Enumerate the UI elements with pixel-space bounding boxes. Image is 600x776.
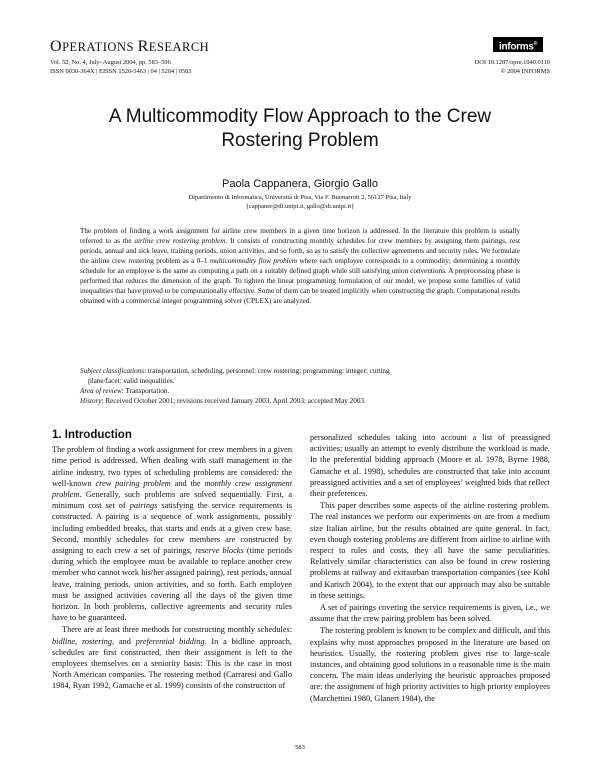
page-number: 583 [295,744,305,751]
paragraph: A set of pairings covering the service requirements is given, i.e., we assume that the crew pairing problem has been solved. [310,603,550,624]
history: History: Received October 2001; revisions received January 2003, April 2003; accepted May 2003. [80,397,366,405]
paragraph: The problem of finding a work assignment for crew members in a given time period is addressed. When dealing with staff management in the airline industry, two types of scheduling problems are considered: the well-known crew pairing problem and the monthly crew assignment problem. Generally, such problems are solved sequentially. First, a minimum cost set of pairings satisfying the service requirements is constructed. A pairing is a sequence of work assignments, possibly including embedded breaks, that starts and ends at a given crew base. Second, monthly schedules for crew members are constructed by assigning to each crew a set of pairings, reserve blocks (time periods during which the employee must be available to replace another crew member who cannot work his/her assigned pairing), rest periods, annual leave, training periods, union activities, and so forth. Each employee must be assigned activities covering all the days of the given time horizon. In both problems, collective agreements and security rules have to be guaranteed. [52,445,293,623]
paragraph: personalized schedules taking into account a list of preassigned activities; usually an attempt to evenly distribute the workload is made. In the preferential bidding approach (Moore et al. 1978, Byrne 1988, Gamache et al. 1998), schedules are constructed that take into account preassigned activities and a set of employees’ weighted bids that reflect their preferences. [310,433,550,499]
journal-meta [50,58,191,76]
paragraph: This paper describes some aspects of the airline rostering problem. The real instances we perform our experiments on are from a medium size Italian airline, but the results obtained are quite general. In fact, even though rostering problems are different from airline to airline with respect to rules and costs, they all have the same peculiarities. Relatively similar characteristics can also be found in crew rostering problems at railway and extraurban transportation companies (see Kohl and Karisch 2004), to the extent that our approach may also be suitable in these settings. [310,501,550,600]
volume-line: Vol. 52, No. 4, July–August 2004, pp. 583–596 [50,59,171,66]
paragraph: The rostering problem is known to be complex and difficult, and this explains why most approaches proposed in the literature are based on heuristics. Usually, the rostering problem gives rise to large-scale instances, and obtaining good solutions in a reasonable time is the main concern. The main ideas underlying the heuristic approaches proposed are: the assignment of high priority activities to high priority employees (Marchettini 1980, Glanert 1984), the [310,626,550,703]
keywords-block: Subject classifications: transportation, scheduling, personnel: crew rostering; programming: integer; cutting plane/facet: valid inequalities. Area of review: Transportation. History: Received October 2001; revisions received January 2003, April 2003; accepted May 2003. [80,366,520,406]
body-column-left [52,430,292,693]
journal-name: OPERATIONS RESEARCH [50,38,210,55]
paper-title: A Multicommodity Flow Approach to the Crew Rostering Problem [108,106,492,151]
informs-logo: informs® [493,37,543,52]
area-of-review: Area of review: Transportation. [80,387,170,395]
doi-meta [475,58,550,76]
paragraph: There are at least three methods for constructing monthly schedules: bidline, rostering, and preferential bidding. In a bidline approach, schedules are first constructed, then their assignment is left to the employees themselves on a seniority basis: This is the case in most North American companies. The rostering method (Carraresi and Gallo 1984, Ryan 1992, Gamache et al. 1999) consists of the construction of [52,625,292,691]
affiliation: Dipartimento di Informatica, Università di Pisa, Via F. Buonarroti 2, 56127 Pisa, Italy {cappaner@di.unipi.it, gallo@di.unipi.it} [188,194,412,210]
authors: Paola Cappanera, Giorgio Gallo [222,178,378,190]
body-column-right [310,432,550,705]
section-heading: 1. Introduction [52,429,132,441]
copyright-line: © 2004 INFORMS [500,68,550,75]
subject-classifications: Subject classifications: transportation, scheduling, personnel: crew rostering; programming: integer; cutting [80,367,390,375]
issn-line: ISSN 0030-364X | EISSN 1526-5463 | 04 | 5204 | 0583 [50,68,192,75]
doi-line: DOI 10.1287/opre.1040.0110 [474,59,550,66]
abstract: The problem of finding a work assignment for airline crew members in a given time horizon is addressed. In the literature this problem is usually referred to as the airline crew rostering problem. It consists of constructing monthly schedules for crew members by assigning them pairings, rest periods, annual and sick leave, training periods, union activities, and so forth, so as to satisfy the collective agreements and security rules. We formulate the airline crew rostering problem as a 0–1 multicommodity flow problem where each employee corresponds to a commodity; determining a monthly schedule for an employee is the same as computing a path on a suitably defined graph while still satisfying union conventions. A preprocessing phase is performed that reduces the dimension of the graph. To tighten the linear programming formulation of our model, we propose some families of valid inequalities that have proved to be computationally effective. Some of them can be treated implicitly when constructing the graph. Computational results obtained with a commercial integer programming solver (CPLEX) are analyzed. [80,227,520,305]
